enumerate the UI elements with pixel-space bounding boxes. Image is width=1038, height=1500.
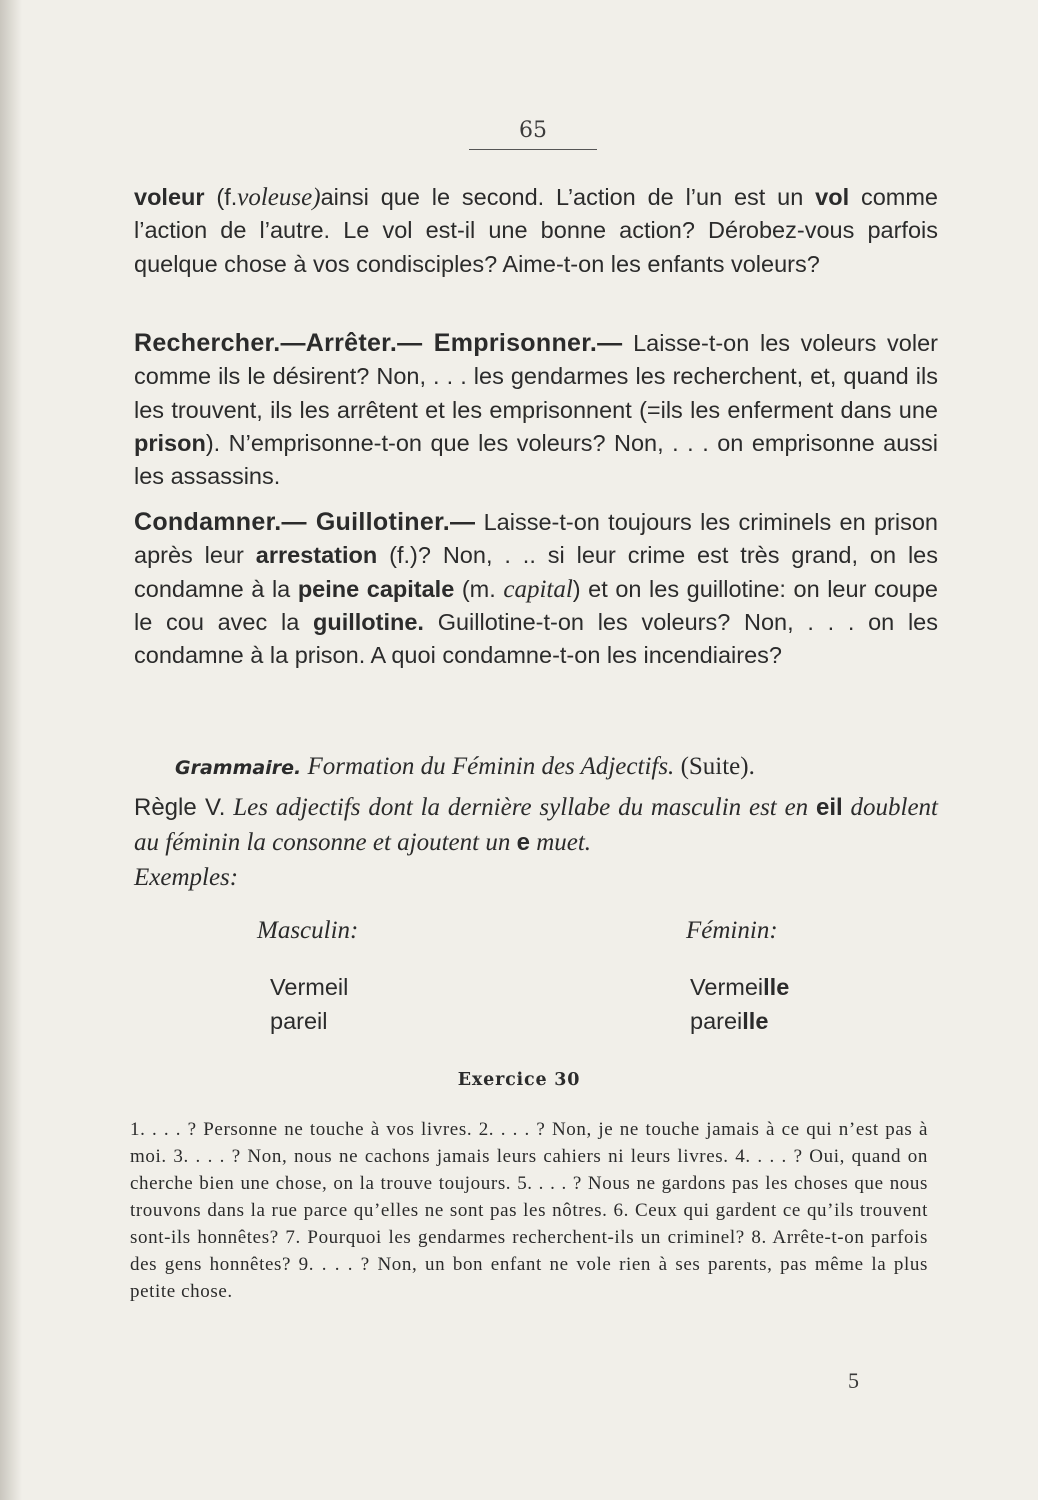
grammar-heading — [175, 750, 938, 785]
masculine-header: Masculin: — [257, 917, 359, 944]
rule-text: muet. — [529, 829, 592, 856]
masculine-word: pareil — [270, 1008, 328, 1034]
grammar-suite: (Suite). — [674, 753, 755, 780]
signature-mark: 5 — [848, 1368, 859, 1393]
exercise-title: Exercice 30 — [457, 1070, 581, 1090]
text: ). N’emprisonne-t-on que les voleurs? Non, . . . on emprisonne aussi les assassins. — [134, 429, 938, 490]
rule-ending: eil — [815, 794, 843, 821]
grammar-label: Grammaire. — [175, 757, 302, 779]
vocab-word: voleur — [134, 184, 205, 210]
vocab-word: vol — [815, 184, 850, 210]
text: (f.)? Non, . .. si leur crime est très grand, on les condamne à la — [134, 542, 938, 602]
exercise-text: 1. . . . ? Personne ne touche à vos livres. 2. . . . ? Non, je ne touche jamais à ce qui n’est pas à moi. 3. . . . ? Non, nous ne cachons jamais leurs cahiers ni leurs livres. 4. . . . ? Oui, quand on cherche bien une chose, on la trouve toujours. 5. . . . ? Nous ne gardons pas les choses que nous trouvons dans la rue parce qu’elles ne sont pas les nôtres. 6. Ceux qui gardent ce qu’ils trouvent sont-ils honnêtes? 7. Pourquoi les gendarmes recherchent-ils un criminel? 8. Arrête-t-on parfois des gens honnêtes? 9. . . . ? Non, un bon enfant ne vole rien à ses parents, pas même la plus petite chose. — [130, 1119, 928, 1302]
paragraph-condamner — [134, 506, 938, 672]
paragraph-voleur — [134, 181, 938, 281]
paragraph-rechercher — [134, 327, 938, 493]
rule-label: Règle V. — [134, 794, 226, 821]
text: ainsi que le second. L’action de l’un est un — [320, 184, 816, 210]
feminine-stem: parei — [690, 1008, 743, 1034]
rule-letter: e — [516, 829, 530, 856]
feminine-ending: lle — [763, 974, 790, 1000]
feminine-ending: lle — [742, 1008, 769, 1034]
examples-label: Exemples: — [134, 864, 239, 891]
text: (m. — [454, 575, 504, 602]
masculine-word: Vermeil — [270, 974, 349, 1000]
text: Laisse-t-on toujours les criminels en prison après leur — [134, 509, 938, 569]
section-heading: Rechercher.—Arrêter.— Emprisonner.— — [134, 329, 623, 357]
vocab-word: arrestation — [255, 542, 378, 569]
binding-shadow — [0, 0, 22, 1500]
text: Laisse-t-on les voleurs voler comme ils le désirent? Non, . . . les gendarmes les recherchent, et, quand ils les trouvent, ils les arrêtent et les emprisonnent (=ils les enferment dans une — [134, 330, 938, 423]
feminine-header: Féminin: — [686, 917, 778, 944]
vocab-word-italic: capital — [503, 575, 573, 603]
text: comme l’action de l’autre. Le vol est-il une bonne action? Dérobez-vous parfois quelque chose à vos condisciples? Aime-t-on les enfants voleurs? — [134, 184, 939, 277]
feminine-word — [686, 970, 789, 1004]
vocab-word: prison — [134, 429, 206, 456]
text: Guillotine-t-on les voleurs? Non, . . . on les condamne à la prison. A quoi condamne-t-on les incendiaires? — [134, 608, 939, 669]
vocab-word: peine capitale — [297, 575, 455, 602]
section-heading: Condamner.— Guillotiner.— — [134, 508, 476, 536]
vocab-word: guillotine. — [313, 608, 424, 635]
grammar-title: Formation du Féminin des Adjectifs. — [301, 753, 675, 780]
page-number: 65 — [519, 118, 547, 143]
grammar-rule — [134, 790, 938, 895]
feminine-stem: Vermei — [690, 974, 764, 1000]
feminine-column — [686, 914, 789, 1038]
feminine-word — [686, 1004, 789, 1038]
masculine-column — [257, 914, 358, 1038]
page-number-rule — [469, 149, 597, 150]
text: ) et on les guillotine: on leur coupe le cou avec la — [134, 575, 938, 635]
rule-text: doublent au féminin la consonne et ajoutent un — [134, 794, 938, 856]
rule-text: Les adjectifs dont la dernière syllabe du masculin est en — [225, 794, 816, 821]
text: (f. — [204, 184, 238, 210]
vocab-word-italic: voleuse) — [237, 184, 321, 211]
